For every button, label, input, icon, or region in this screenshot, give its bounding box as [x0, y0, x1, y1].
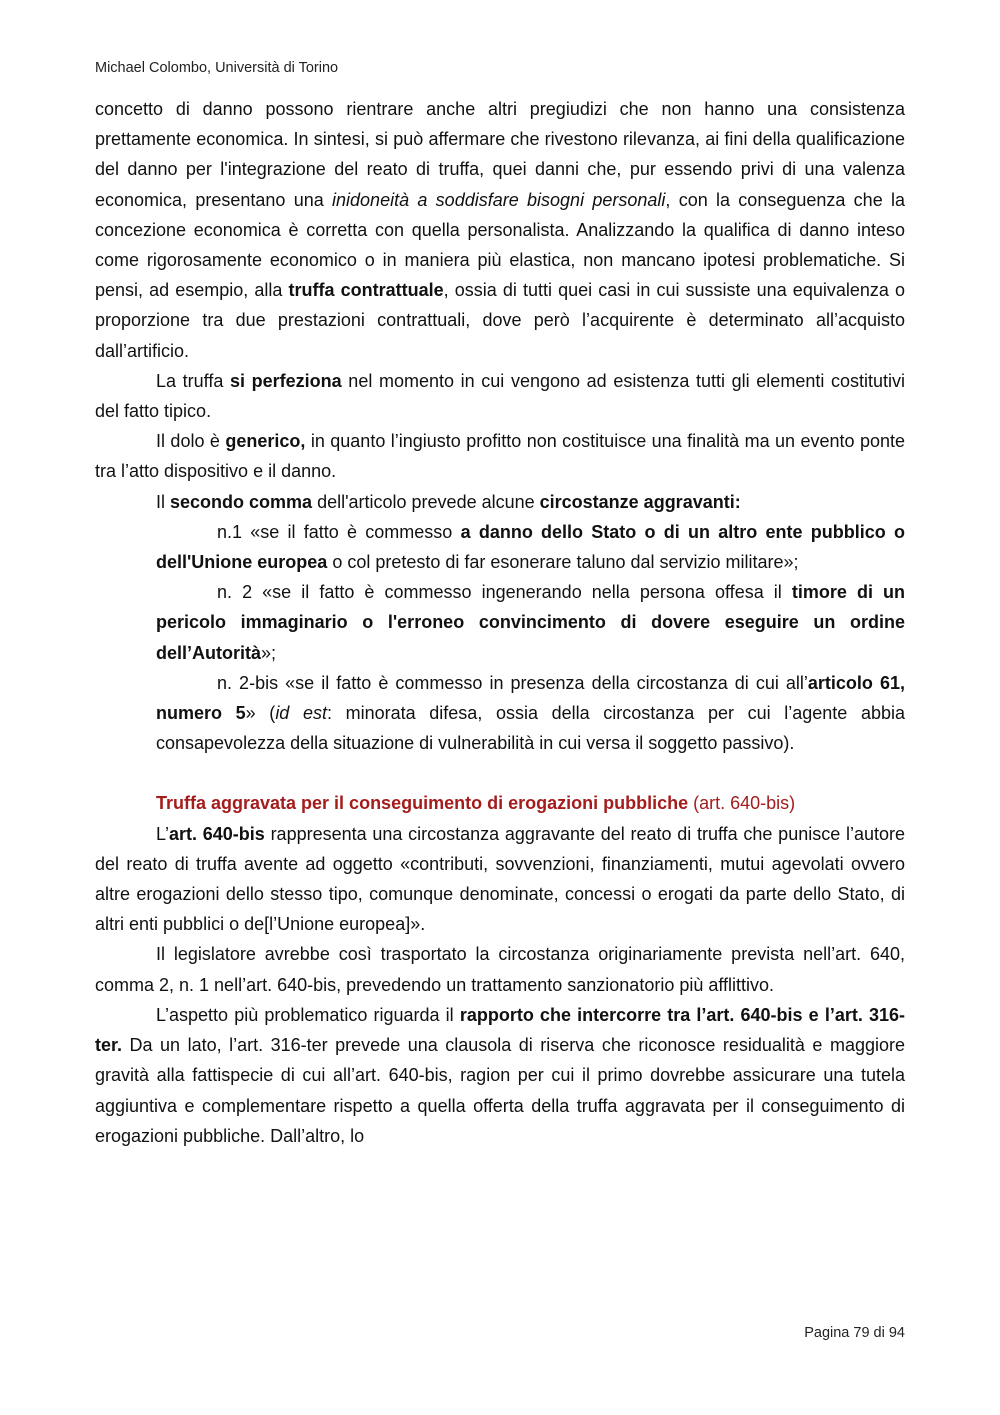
paragraph-legislatore: Il legislatore avrebbe così trasportato la circostanza originariamente prevista nell’art. 640, comma 2, n. 1 nell’art. 640-bis, prevedendo un trattamento sanzionatorio più afflittivo.: [95, 944, 905, 995]
quote-aggravante-2bis: n. 2-bis «se il fatto è commesso in presenza della circostanza di cui all’articolo 61, numero 5» (id est: minorata difesa, ossia della circostanza per cui l’agente abbia consapevolezza della situazione di vulnerabilità in cui versa il soggetto passivo).: [156, 672, 905, 754]
paragraph-rapporto: L’aspetto più problematico riguarda il rapporto che intercorre tra l’art. 640-bis e l’art. 316-ter. Da un lato, l’art. 316-ter prevede una clausola di riserva che riconosce residualità e maggiore gravità alla fattispecie di cui all’art. 640-bis, ragion per cui il primo dovrebbe assicurare una tutela aggiuntiva e complementare rispetto a quella offerta della truffa aggravata per il conseguimento di erogazioni pubbliche. Dall’altro, lo: [95, 1004, 905, 1146]
paragraph-perfezionamento: La truffa si perfeziona nel momento in cui vengono ad esistenza tutti gli elementi costitutivi del fatto tipico.: [95, 370, 905, 422]
page-header: Michael Colombo, Università di Torino: [95, 60, 339, 76]
section-spacer: [95, 758, 905, 788]
quote-aggravante-1: n.1 «se il fatto è commesso a danno dello Stato o di un altro ente pubblico o dell'Unione europea o col pretesto di far esonerare taluno dal servizio militare»;: [156, 521, 905, 573]
quote-aggravante-2: n. 2 «se il fatto è commesso ingenerando nella persona offesa il timore di un pericolo immaginario o l'erroneo convincimento di dovere eseguire un ordine dell’Autorità»;: [156, 582, 906, 663]
paragraph-danno: concetto di danno possono rientrare anche altri pregiudizi che non hanno una consistenza prettamente economica. In sintesi, si può affermare che rivestono rilevanza, ai fini della qualificazione del danno per l'integrazione del reato di truffa, quei danni che, pur essendo privi di una valenza economica, presentano una inidoneità a soddisfare bisogni personali, con la conseguenza che la concezione economica è corretta con quella personalista. Analizzando la qualifica di danno inteso come rigorosamente economico o in maniera più elastica, non mancano ipotesi problematiche. Si pensi, ad esempio, alla truffa contrattuale, ossia di tutti quei casi in cui sussiste una equivalenza o proporzione tra due prestazioni contrattuali, dove però l’acquirente è determinato all’acquisto dall’artificio.: [95, 99, 906, 361]
document-body: [95, 94, 905, 1151]
section-heading: Truffa aggravata per il conseguimento di erogazioni pubbliche (art. 640-bis): [156, 793, 796, 814]
paragraph-aggravanti-intro: Il secondo comma dell'articolo prevede alcune circostanze aggravanti:: [156, 491, 741, 512]
paragraph-dolo: Il dolo è generico, in quanto l’ingiusto profitto non costituisce una finalità ma un evento ponte tra l’atto dispositivo e il danno.: [95, 431, 906, 482]
page-number: Pagina 79 di 94: [804, 1325, 905, 1341]
paragraph-640bis: L’art. 640-bis rappresenta una circostanza aggravante del reato di truffa che punisce l’autore del reato di truffa avente ad oggetto «contributi, sovvenzioni, finanziamenti, mutui agevolati ovvero altre erogazioni dello stesso tipo, comunque denominate, concessi o erogati da parte dello Stato, di altri enti pubblici o de[l’Unione europea]».: [95, 823, 906, 935]
